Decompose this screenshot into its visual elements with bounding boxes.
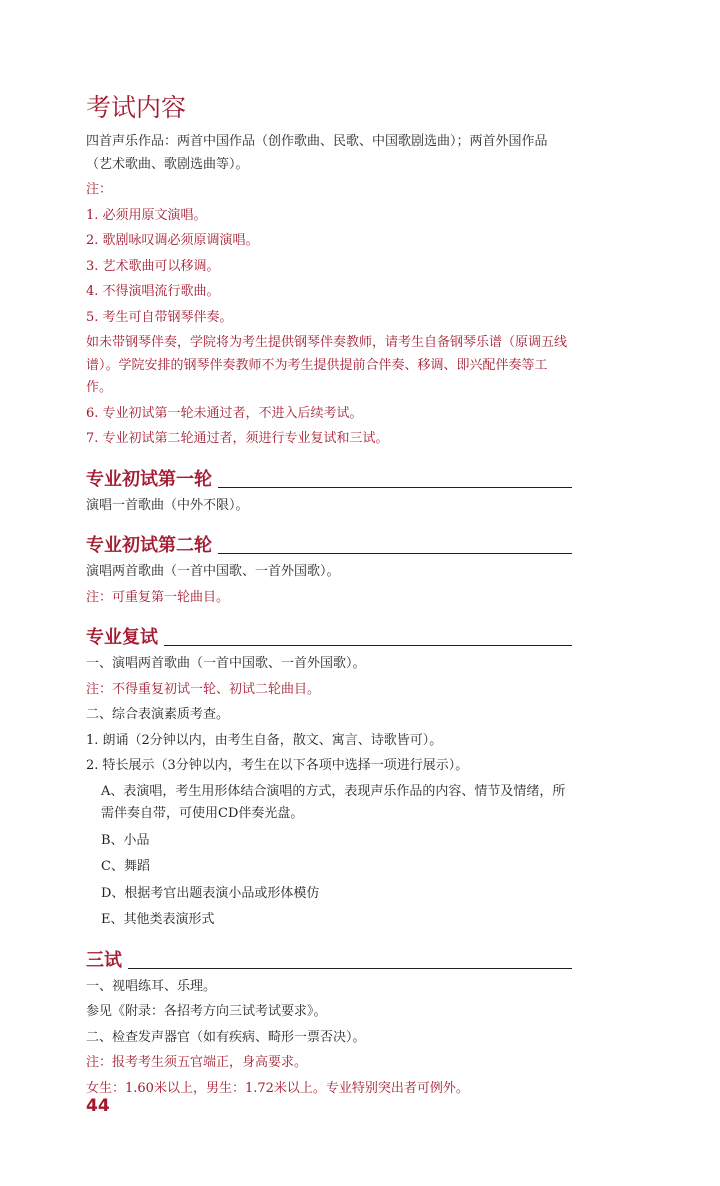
- section-title: 专业初试第二轮: [86, 535, 212, 556]
- note-item: 6. 专业初试第一轮未通过者，不进入后续考试。: [86, 405, 363, 421]
- section-title: 专业初试第一轮: [86, 468, 212, 490]
- accompaniment-note: 如未带钢琴伴奏，学院将为考生提供钢琴伴奏教师，请考生自备钢琴乐谱（原调五线谱）。学院安排的钢琴伴奏教师不为考生提供提前合伴奏、移调、即兴配伴奏等工作。: [86, 335, 568, 395]
- round1-text: 演唱一首歌曲（中外不限）。: [86, 497, 249, 513]
- round2-note: 注：可重复第一轮曲目。: [86, 589, 230, 605]
- retest-item2: 二、综合表演素质考查。: [86, 707, 230, 722]
- option-item: E、其他类表演形式: [101, 912, 215, 927]
- third-item2: 二、检查发声器官（如有疾病、畸形一票否决）。: [86, 1029, 366, 1045]
- intro-works: 四首声乐作品：两首中国作品（创作歌曲、民歌、中国歌剧选曲）；两首外国作品（艺术歌曲、歌剧选曲等）。: [86, 134, 548, 172]
- note-item: 2. 歌剧咏叹调必须原调演唱。: [86, 233, 259, 248]
- section-rule: [164, 645, 572, 646]
- option-item: B、小品: [101, 832, 150, 848]
- third-ref: 参见《附录：各招考方向三试考试要求》。: [86, 1004, 327, 1019]
- section-title: 专业复试: [86, 627, 158, 648]
- note-label: 注：: [86, 182, 113, 197]
- round2-text: 演唱两首歌曲（一首中国歌、一首外国歌）。: [86, 564, 340, 579]
- section-header-third: [86, 947, 572, 973]
- note-item: 1. 必须用原文演唱。: [86, 207, 207, 223]
- third-item1: 一、视唱练耳、乐理。: [86, 978, 217, 994]
- note-item: 7. 专业初试第二轮通过者，须进行专业复试和三试。: [86, 431, 389, 446]
- retest-item1-note: 注：不得重复初试一轮、初试二轮曲目。: [86, 681, 321, 697]
- section-rule: [218, 553, 572, 554]
- retest-sub2: 2. 特长展示（3分钟以内，考生在以下各项中选择一项进行展示）。: [86, 758, 469, 773]
- page-number: 44: [86, 1096, 110, 1116]
- third-note: 注：报考考生须五官端正，身高要求。: [86, 1055, 308, 1070]
- note-item: 3. 艺术歌曲可以移调。: [86, 258, 220, 274]
- page-title: 考试内容: [86, 93, 187, 122]
- section-rule: [128, 968, 572, 969]
- section-header-retest: [86, 624, 572, 650]
- note-item: 4. 不得演唱流行歌曲。: [86, 284, 220, 299]
- option-item: A、表演唱，考生用形体结合演唱的方式，表现声乐作品的内容、情节及情绪，所需伴奏自带，可使用CD伴奏光盘。: [101, 783, 566, 821]
- section-title: 三试: [86, 949, 122, 971]
- section-rule: [218, 487, 572, 488]
- option-item: D、根据考官出题表演小品或形体模仿: [101, 885, 320, 901]
- option-item: C、舞蹈: [101, 859, 150, 874]
- content: [86, 92, 572, 1103]
- retest-sub1: 1. 朗诵（2分钟以内，由考生自备，散文、寓言、诗歌皆可）。: [86, 732, 443, 748]
- section-header-round1: [86, 466, 572, 492]
- retest-item1: 一、演唱两首歌曲（一首中国歌、一首外国歌）。: [86, 656, 366, 671]
- third-height-req: 女生：1.60米以上，男生：1.72米以上。专业特别突出者可例外。: [86, 1080, 469, 1096]
- section-header-round2: [86, 532, 572, 558]
- note-item: 5. 考生可自带钢琴伴奏。: [86, 309, 233, 325]
